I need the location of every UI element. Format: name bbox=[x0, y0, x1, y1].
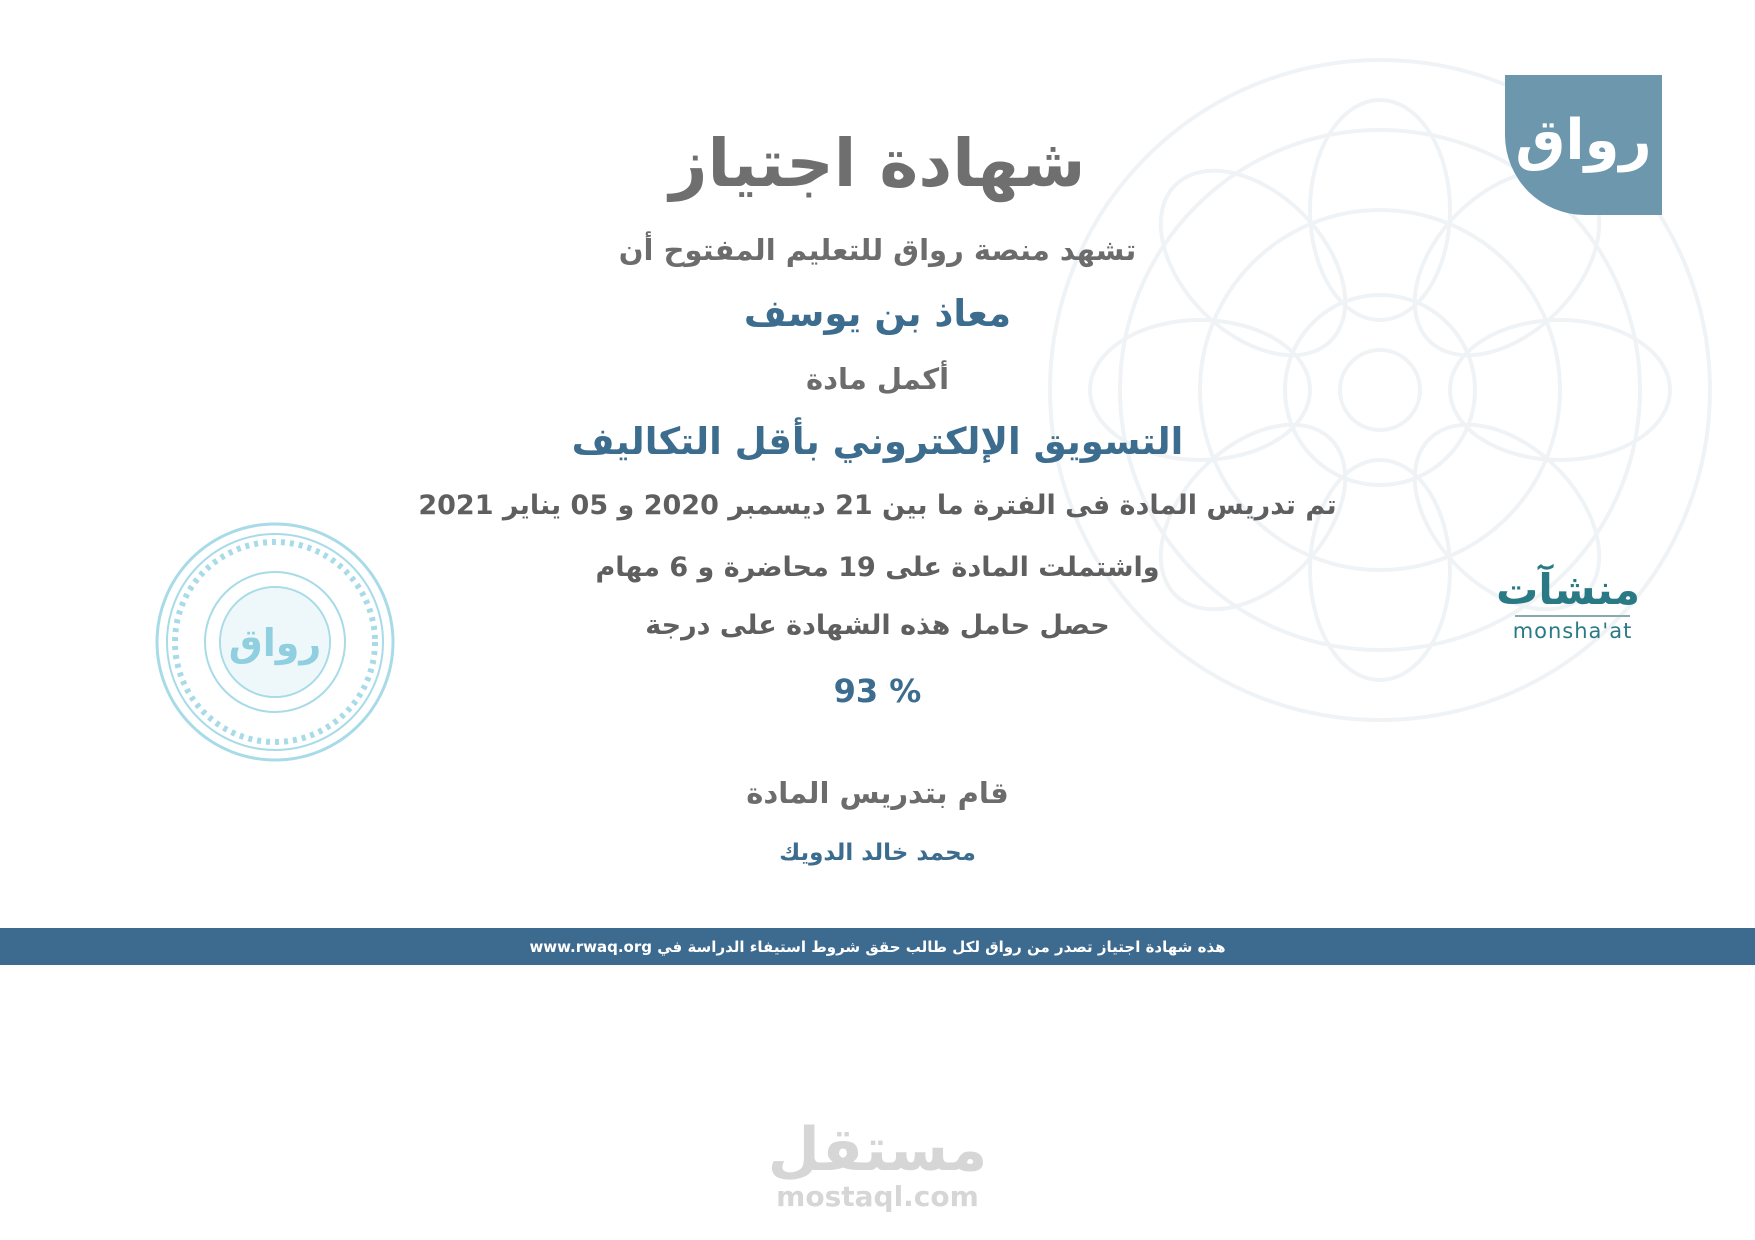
partner-name-en: monsha'at bbox=[1512, 619, 1633, 643]
attestation-text: تشهد منصة رواق للتعليم المفتوح أن bbox=[618, 233, 1137, 267]
instructor-name: محمد خالد الدويك bbox=[779, 840, 976, 866]
partner-divider bbox=[1515, 615, 1630, 617]
recipient-name: معاذ بن يوسف bbox=[743, 292, 1012, 335]
footer-text: هذه شهادة اجتياز تصدر من رواق لكل طالب حقق شروط استيفاء الدراسة في www.rwaq.org bbox=[529, 937, 1226, 956]
rwaq-logo-text: رواق bbox=[1515, 107, 1652, 173]
grade-value: 93 % bbox=[833, 672, 922, 710]
seal-center-text: رواق bbox=[228, 621, 322, 665]
certificate-title: شهادة اجتياز bbox=[669, 125, 1086, 202]
monshaat-logo bbox=[1496, 565, 1640, 648]
watermark-arabic: مستقل bbox=[767, 1115, 988, 1185]
taught-by-label: قام بتدريس المادة bbox=[746, 776, 1009, 810]
period-text: تم تدريس المادة فى الفترة ما بين 21 ديسمبر 2020 و 05 يناير 2021 bbox=[418, 490, 1337, 521]
partner-name-ar: منشآت bbox=[1496, 565, 1640, 614]
course-name: التسويق الإلكتروني بأقل التكاليف bbox=[571, 420, 1184, 463]
mostaql-watermark bbox=[0, 1115, 1755, 1213]
watermark-latin: mostaql.com bbox=[776, 1180, 979, 1213]
content-text: واشتملت المادة على 19 محاضرة و 6 مهام bbox=[595, 552, 1160, 583]
rwaq-seal-stamp bbox=[143, 520, 408, 765]
footer-bar bbox=[0, 928, 1755, 965]
grade-label: حصل حامل هذه الشهادة على درجة bbox=[645, 610, 1110, 641]
completed-label: أكمل مادة bbox=[805, 362, 950, 396]
